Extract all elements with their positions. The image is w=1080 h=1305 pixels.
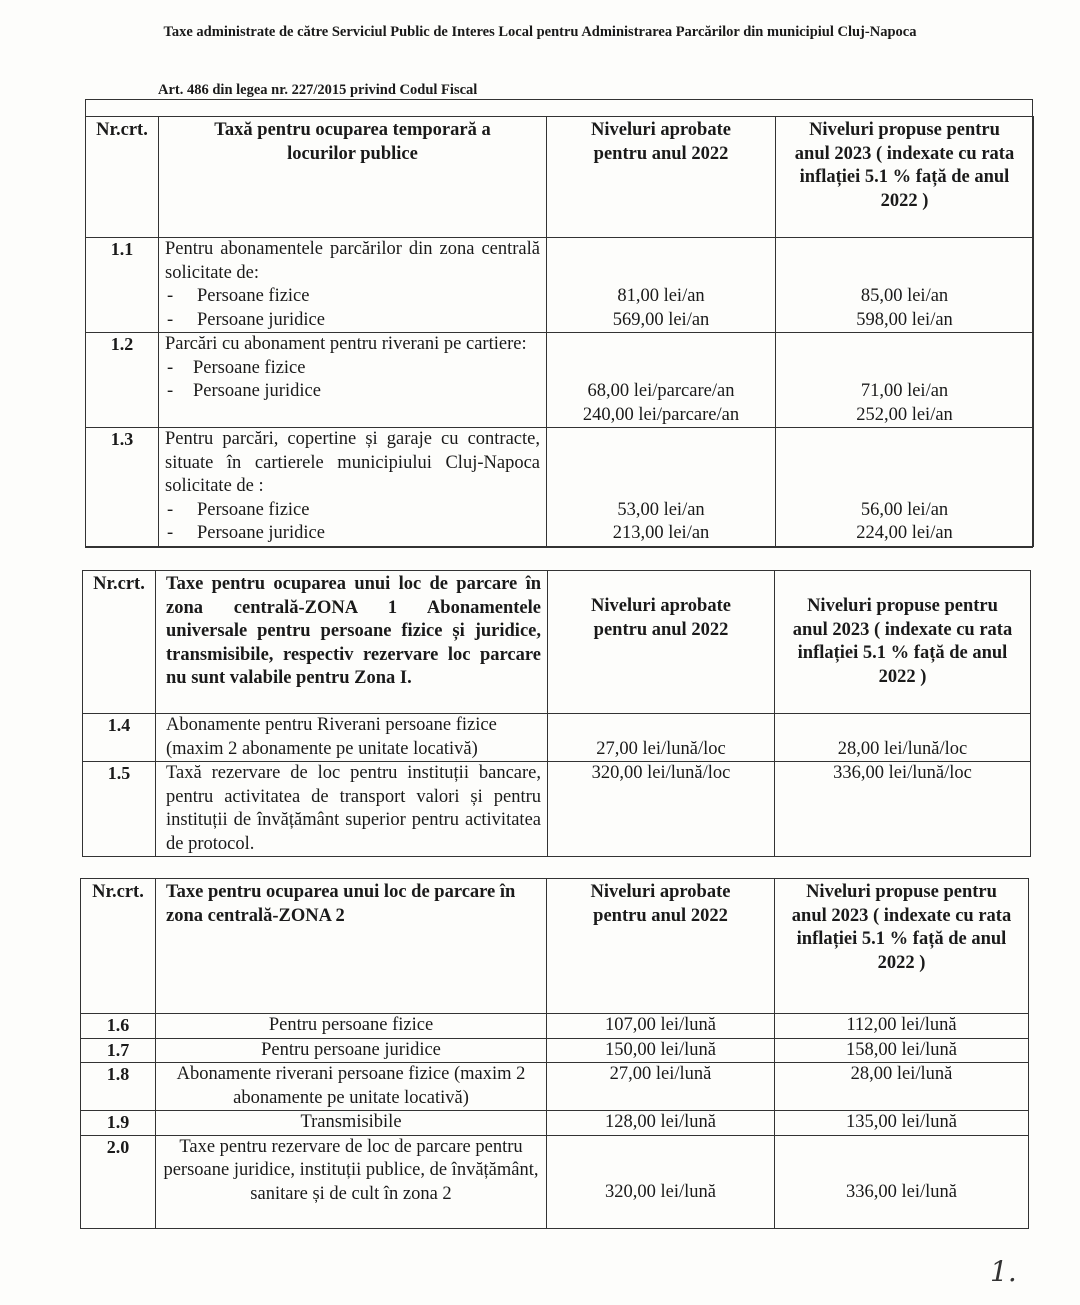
- row-description: Abonamente riverani persoane fizice (maxim 2 abonamente pe unitate locativă): [156, 1063, 547, 1111]
- row-number: 1.2: [86, 333, 159, 428]
- row-number: 1.7: [81, 1038, 156, 1063]
- value-2023: 28,00 lei/lună/loc: [775, 714, 1031, 762]
- row-number: 1.6: [81, 1014, 156, 1039]
- value-2022: 320,00 lei/lună: [547, 1135, 775, 1228]
- header-tax: Taxe pentru ocuparea unui loc de parcare în zona centrală-ZONA 1 Abonamentele universale pentru persoane fizice și juridice, transmisibile, respectiv rezervare loc parcare nu sunt valabile pentru Zona I.: [156, 571, 548, 714]
- list-item: - Persoane fizice: [167, 357, 306, 378]
- table-2: [82, 570, 1031, 857]
- value-2022: 107,00 lei/lună: [547, 1014, 775, 1039]
- header-nr: Nr.crt.: [81, 879, 156, 1014]
- row-description: Abonamente pentru Riverani persoane fizice (maxim 2 abonamente pe unitate locativă): [156, 714, 548, 762]
- row-description: [159, 428, 547, 547]
- row-number: 2.0: [81, 1135, 156, 1228]
- law-article: Art. 486 din legea nr. 227/2015 privind Codul Fiscal: [158, 82, 478, 98]
- value-2022: [547, 238, 776, 333]
- header-tax: Taxe pentru ocuparea unui loc de parcare în zona centrală-ZONA 2: [156, 879, 547, 1014]
- value-2022: 27,00 lei/lună/loc: [548, 714, 775, 762]
- label-pf: Persoane fizice: [197, 286, 310, 306]
- value-2023: [776, 333, 1034, 428]
- value-2022-pf: 81,00 lei/an: [617, 286, 705, 306]
- value-2023: 112,00 lei/lună: [775, 1014, 1029, 1039]
- header-2023: Niveluri propuse pentru anul 2023 ( indexate cu rata inflației 5.1 % față de anul 2022 ): [775, 879, 1029, 1014]
- value-2023: [776, 428, 1034, 547]
- header-2022: Niveluri aprobate pentru anul 2022: [547, 117, 776, 238]
- row-description: Taxe pentru rezervare de loc de parcare pentru persoane juridice, instituții publice, de învățământ, sanitare și de cult în zona 2: [156, 1135, 547, 1228]
- table-row: [86, 333, 1034, 428]
- table-3-header: [81, 879, 1029, 1014]
- header-nr: Nr.crt.: [86, 117, 159, 238]
- table-1-header: [86, 117, 1034, 238]
- value-2023: 336,00 lei/lună: [775, 1135, 1029, 1228]
- list-item: - Persoane fizice: [167, 286, 310, 306]
- table-row: [83, 762, 1031, 857]
- table-1: [85, 116, 1034, 547]
- table-row: [81, 1038, 1029, 1063]
- table-2-header: [83, 571, 1031, 714]
- value-2022: [547, 428, 776, 547]
- table-row: [81, 1063, 1029, 1111]
- row-intro: Parcări cu abonament pentru riverani pe cartiere:: [165, 334, 527, 354]
- row-intro: Pentru abonamentele parcărilor din zona centrală solicitate de:: [165, 239, 540, 283]
- value-2023-pf: 71,00 lei/an: [860, 381, 949, 401]
- row-description: Pentru persoane juridice: [156, 1038, 547, 1063]
- header-2023: Niveluri propuse pentru anul 2023 ( indexate cu rata inflației 5.1 % față de anul 2022 ): [776, 117, 1034, 238]
- value-2023-pf: 56,00 lei/an: [860, 499, 949, 520]
- value-2022: 27,00 lei/lună: [547, 1063, 775, 1111]
- value-2022: 128,00 lei/lună: [547, 1111, 775, 1136]
- header-2022: Niveluri aprobate pentru anul 2022: [547, 879, 775, 1014]
- row-number: 1.4: [83, 714, 156, 762]
- value-2023-pj: 224,00 lei/an: [856, 523, 953, 543]
- row-number: 1.1: [86, 238, 159, 333]
- row-number: 1.3: [86, 428, 159, 547]
- label-pf: Persoane fizice: [193, 357, 306, 378]
- value-2022: [547, 333, 776, 428]
- table-3: [80, 878, 1029, 1229]
- value-2023: 135,00 lei/lună: [775, 1111, 1029, 1136]
- value-2023: 158,00 lei/lună: [775, 1038, 1029, 1063]
- value-2022: 320,00 lei/lună/loc: [548, 762, 775, 857]
- table-row: [81, 1111, 1029, 1136]
- value-2022-pj: 240,00 lei/parcare/an: [582, 404, 740, 425]
- table-row: [86, 428, 1034, 547]
- value-2022-pf: 53,00 lei/an: [617, 499, 705, 520]
- header-tax: Taxă pentru ocuparea temporară a locurilor publice: [159, 117, 547, 238]
- list-item: - Persoane juridice: [167, 309, 325, 330]
- label-pf: Persoane fizice: [197, 499, 310, 520]
- row-description: [159, 333, 547, 428]
- value-2022: 150,00 lei/lună: [547, 1038, 775, 1063]
- page-number: 1.: [990, 1255, 1017, 1288]
- row-description: [159, 238, 547, 333]
- value-2022-pj: 569,00 lei/an: [612, 309, 710, 330]
- value-2022-pf: 68,00 lei/parcare/an: [587, 381, 735, 401]
- table-row: [81, 1135, 1029, 1228]
- header-2022: Niveluri aprobate pentru anul 2022: [548, 571, 775, 714]
- value-2023: [776, 238, 1034, 333]
- list-item: - Persoane juridice: [167, 523, 325, 543]
- label-pj: Persoane juridice: [197, 309, 325, 330]
- list-item: - Persoane juridice: [167, 381, 321, 401]
- label-pj: Persoane juridice: [197, 523, 325, 543]
- row-description: Taxă rezervare de loc pentru instituții bancare, pentru activitatea de transport valori și pentru instituții de învățământ superior pentru activitatea de protocol.: [156, 762, 548, 857]
- table-row: [81, 1014, 1029, 1039]
- value-2023-pj: 598,00 lei/an: [856, 309, 953, 330]
- value-2023: 28,00 lei/lună: [775, 1063, 1029, 1111]
- table-row: [83, 714, 1031, 762]
- table-row: [86, 238, 1034, 333]
- row-description: Transmisibile: [156, 1111, 547, 1136]
- document-title: Taxe administrate de către Serviciul Public de Interes Local pentru Administrarea Parcărilor din municipiul Cluj-Napoca: [163, 24, 917, 40]
- row-number: 1.5: [83, 762, 156, 857]
- row-description: Pentru persoane fizice: [156, 1014, 547, 1039]
- header-nr: Nr.crt.: [83, 571, 156, 714]
- list-item: - Persoane fizice: [167, 499, 310, 520]
- row-number: 1.8: [81, 1063, 156, 1111]
- value-2023-pf: 85,00 lei/an: [860, 286, 949, 306]
- header-2023: Niveluri propuse pentru anul 2023 ( indexate cu rata inflației 5.1 % față de anul 2022 ): [775, 571, 1031, 714]
- value-2022-pj: 213,00 lei/an: [612, 523, 710, 543]
- row-number: 1.9: [81, 1111, 156, 1136]
- row-intro: Pentru parcări, copertine și garaje cu contracte, situate în cartierele municipiului Cluj-Napoca solicitate de :: [165, 429, 540, 496]
- label-pj: Persoane juridice: [193, 381, 321, 401]
- value-2023-pj: 252,00 lei/an: [856, 404, 953, 425]
- value-2023: 336,00 lei/lună/loc: [775, 762, 1031, 857]
